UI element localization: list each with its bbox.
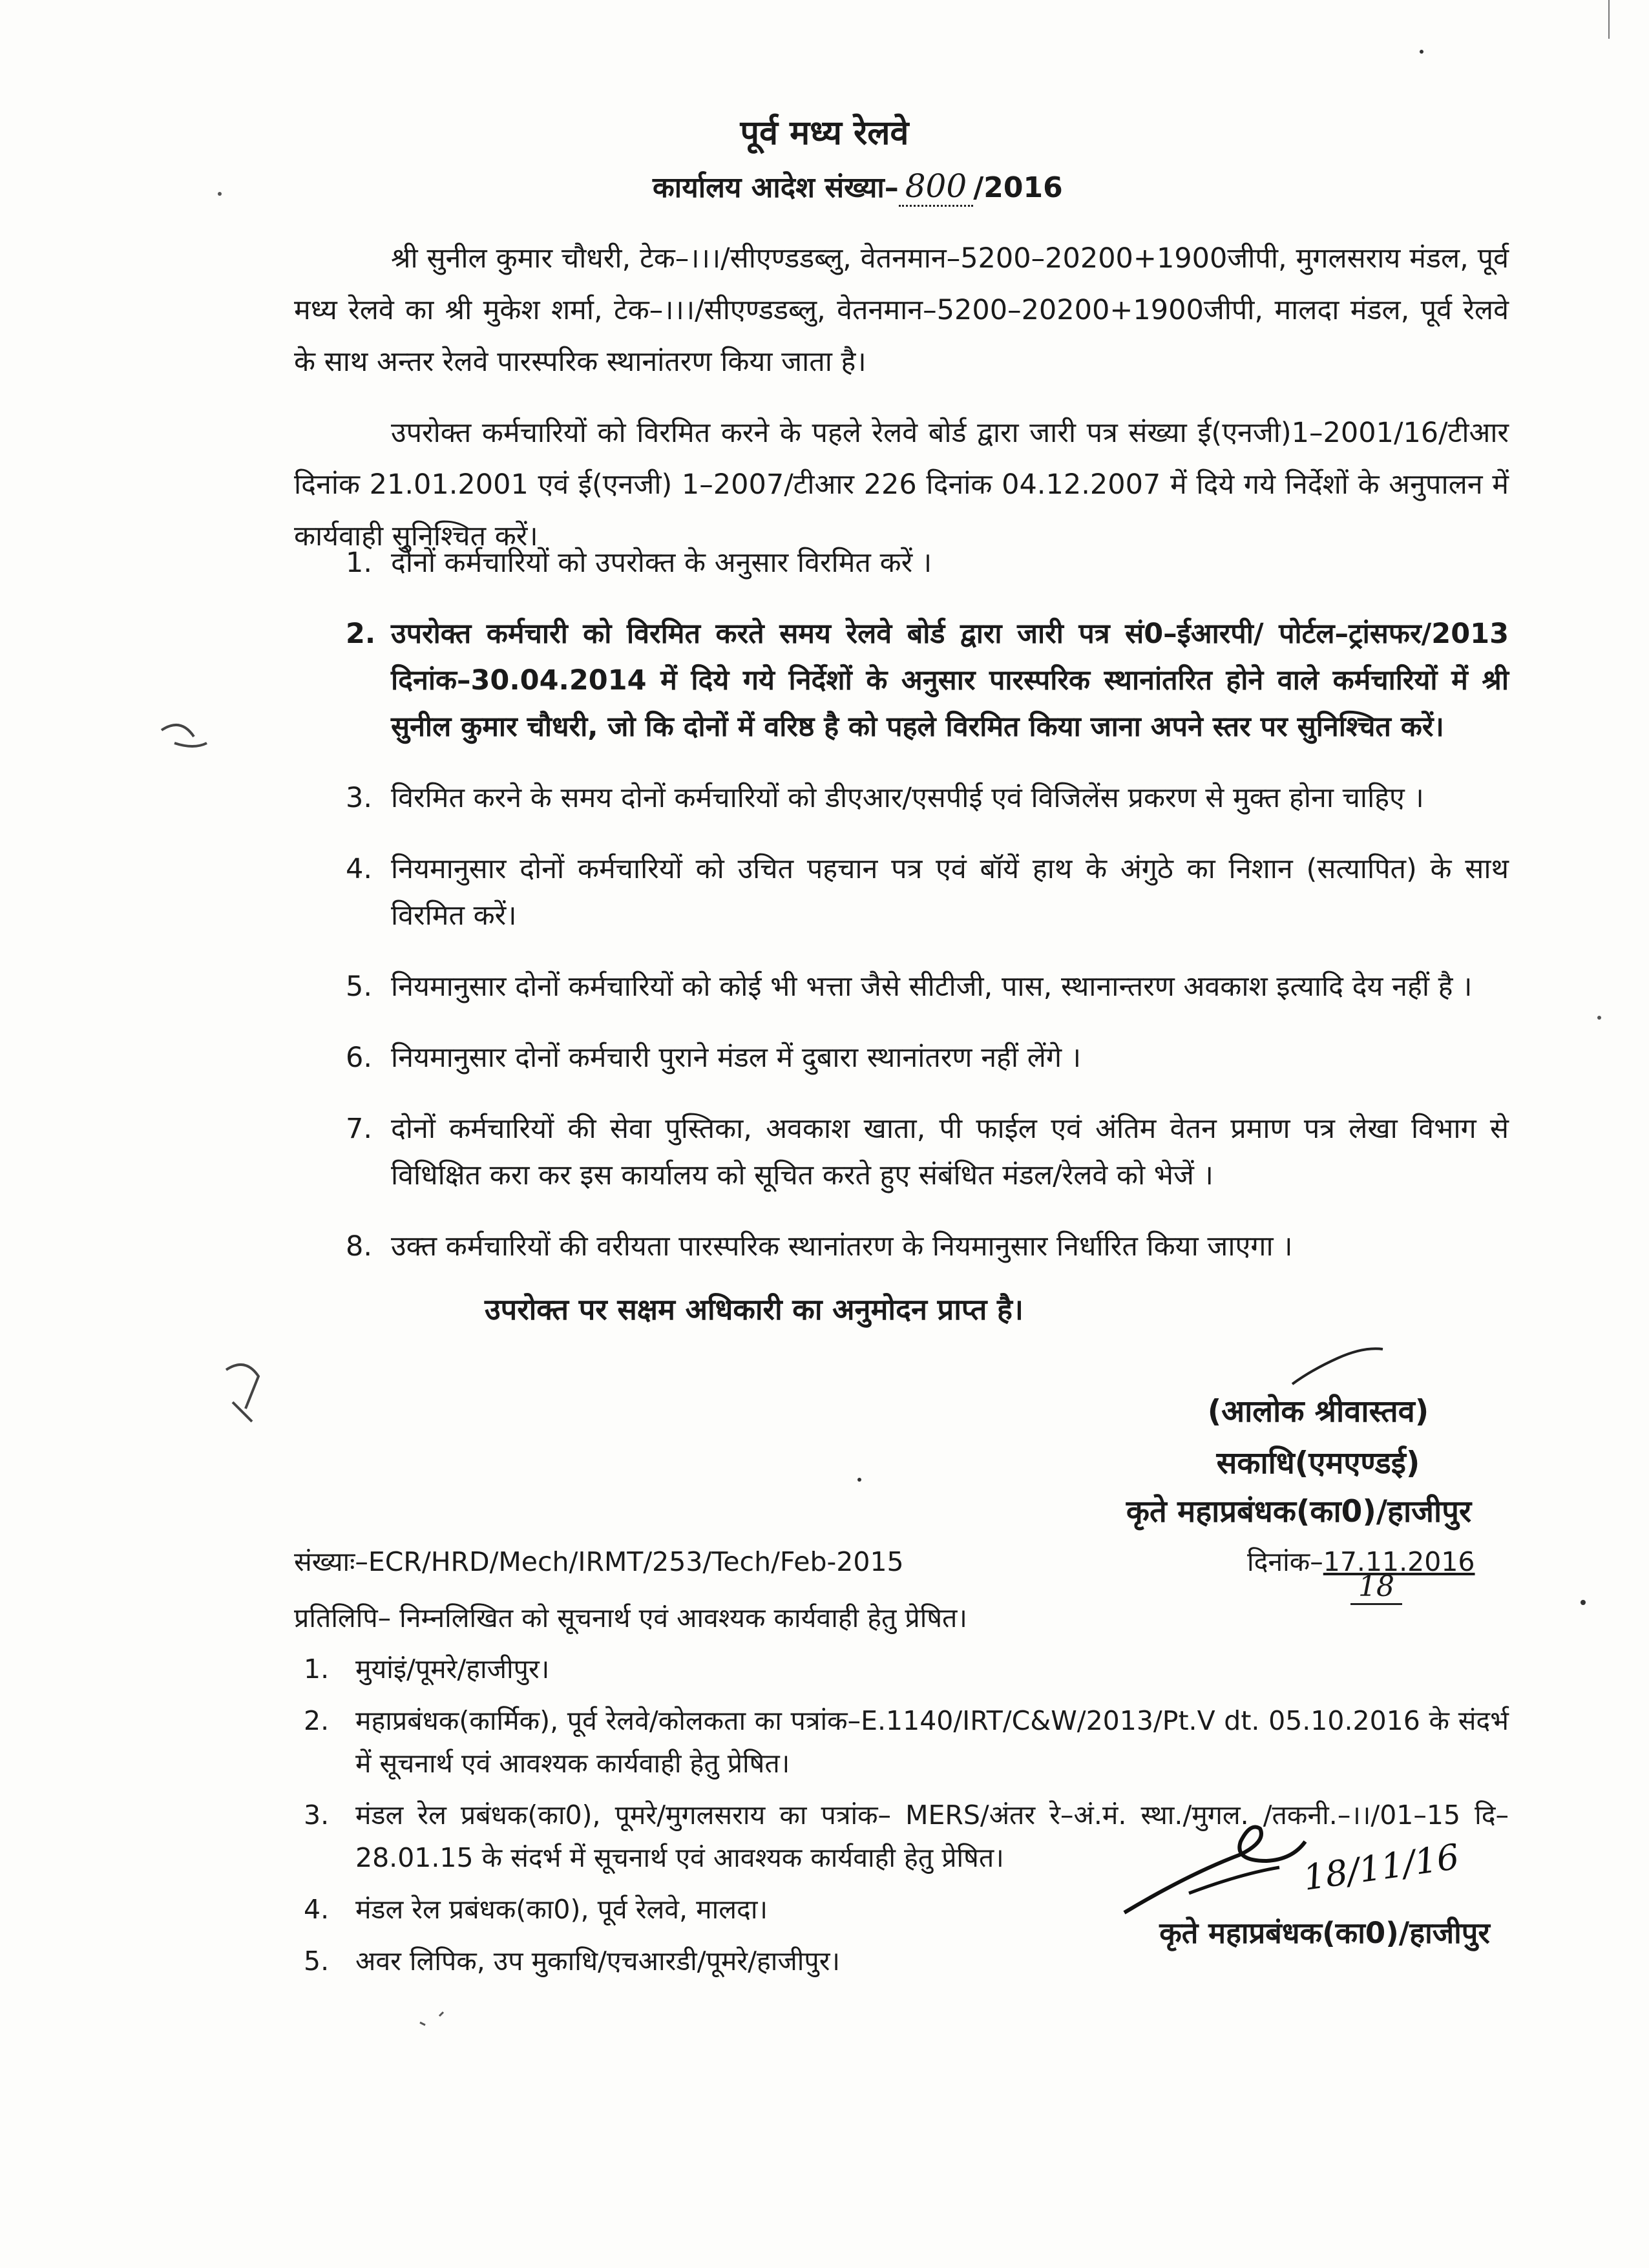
signatory-for-line: कृते महाप्रबंधक(का0)/हाजीपुर	[1126, 1494, 1472, 1529]
transfer-paragraph: श्री सुनील कुमार चौधरी, टेक–।।।/सीएण्डडब्लु, वेतनमान–5200–20200+1900जीपी, मुगलसराय मंडल, पूर्व मध्य रेलवे का श्री मुकेश शर्मा, टेक–।।।/सीएण्डडब्लु, वेतनमान–5200–20200+1900जीपी, मालदा मंडल, पूर्व रेलवे के साथ अन्तर रेलवे पारस्परिक स्थानांतरण किया जाता है।	[294, 242, 1509, 378]
instruction-item	[294, 846, 1509, 939]
item-text: उपरोक्त कर्मचारी को विरमित करते समय रेलवे बोर्ड द्वारा जारी पत्र सं0–ईआरपी/ पोर्टल–ट्रांसफर/2013 दिनांक–30.04.2014 में दिये गये निर्देशों के अनुसार पारस्परिक स्थानांतरित होने वाले कर्मचारियों में श्री सुनील कुमार चौधरी, जो कि दोनों में वरिष्ठ है को पहले विरमित किया जाना अपने स्तर पर सुनिश्चित करें।	[391, 618, 1509, 743]
copy-signatory-for-line: कृते महाप्रबंधक(का0)/हाजीपुर	[1159, 1916, 1490, 1950]
instruction-item	[294, 1034, 1509, 1081]
copy-number: 3.	[304, 1800, 330, 1831]
instruction-item	[294, 611, 1509, 750]
item-number: 4.	[346, 853, 373, 885]
instruction-item	[294, 1223, 1509, 1270]
item-text: दोनों कर्मचारियों को उपरोक्त के अनुसार विरमित करें ।	[391, 547, 932, 579]
signature-tick-mark	[1286, 1344, 1389, 1389]
copy-item	[294, 1648, 1509, 1690]
copy-text: मंडल रेल प्रबंधक(का0), पूमरे/मुगलसराय का पत्रांक– MERS/अंतर रे–अं.मं. स्था./मुगल. /तकनी.–।।/01–15 दि–28.01.15 के संदर्भ में सूचनार्थ एवं आवश्यक कार्यवाही हेतु प्रेषित।	[355, 1800, 1509, 1873]
copy-number: 4.	[304, 1894, 330, 1925]
instructions-paragraph: उपरोक्त कर्मचारियों को विरमित करने के पहले रेलवे बोर्ड द्वारा जारी पत्र संख्या ई(एनजी)1–2001/16/टीआर दिनांक 21.01.2001 एवं ई(एनजी) 1–2007/टीआर 226 दिनांक 04.12.2007 में दिये गये निर्देशों के अनुपालन में कार्यवाही सुनिश्चित करें।	[294, 417, 1509, 552]
document-title: पूर्व मध्य रेलवे	[740, 114, 909, 152]
order-prefix: कार्यालय आदेश संख्या–	[653, 171, 899, 204]
copy-text: अवर लिपिक, उप मुकाधि/एचआरडी/पूमरे/हाजीपुर।	[355, 1946, 841, 1977]
item-number: 1.	[346, 547, 373, 579]
copy-to-intro: प्रतिलिपि– निम्नलिखित को सूचनार्थ एवं आवश्यक कार्यवाही हेतु प्रेषित।	[294, 1602, 967, 1633]
copy-item	[294, 1699, 1509, 1785]
date-value: 17.11.2016	[1323, 1546, 1475, 1577]
item-text: विरमित करने के समय दोनों कर्मचारियों को डीएआर/एसपीई एवं विजिलेंस प्रकरण से मुक्त होना चाहिए ।	[391, 782, 1424, 814]
copy-text: महाप्रबंधक(कार्मिक), पूर्व रेलवे/कोलकता का पत्रांक–E.1140/IRT/C&W/2013/Pt.V dt. 05.10.2016 के संदर्भ में सूचनार्थ एवं आवश्यक कार्यवाही हेतु प्रेषित।	[355, 1705, 1509, 1779]
item-text: उक्त कर्मचारियों की वरीयता पारस्परिक स्थानांतरण के नियमानुसार निर्धारित किया जाएगा ।	[391, 1230, 1293, 1263]
order-number-line	[653, 167, 1063, 205]
instruction-item	[294, 775, 1509, 821]
instruction-item	[294, 963, 1509, 1010]
item-number: 7.	[346, 1113, 373, 1145]
approval-statement: उपरोक्त पर सक्षम अधिकारी का अनुमोदन प्राप्त है।	[485, 1292, 1024, 1327]
item-number: 5.	[346, 971, 373, 1003]
instruction-item	[294, 540, 1509, 586]
item-text: नियमानुसार दोनों कर्मचारियों को उचित पहचान पत्र एवं बॉयें हाथ के अंगुठे का निशान (सत्यापित) के साथ विरमित करें।	[391, 853, 1509, 932]
copy-number: 1.	[304, 1654, 330, 1685]
item-text: नियमानुसार दोनों कर्मचारियों को कोई भी भत्ता जैसे सीटीजी, पास, स्थानान्तरण अवकाश इत्यादि देय नहीं है ।	[391, 971, 1473, 1003]
handwritten-date-correction: 18	[1350, 1570, 1402, 1605]
item-text: नियमानुसार दोनों कर्मचारी पुराने मंडल में दुबारा स्थानांतरण नहीं लेंगे ।	[391, 1042, 1082, 1074]
item-number: 3.	[346, 782, 373, 814]
item-number: 6.	[346, 1042, 373, 1074]
order-year: /2016	[973, 171, 1063, 204]
copy-text: मुयांइं/पूमरे/हाजीपुर।	[355, 1654, 550, 1685]
item-number: 2.	[346, 618, 376, 650]
handwritten-initials	[1111, 1816, 1473, 1926]
instruction-list	[294, 540, 1509, 1294]
copy-number: 2.	[304, 1705, 330, 1736]
signatory-name: (आलोक श्रीवास्तव)	[1207, 1394, 1429, 1429]
date-label: दिनांक–	[1247, 1546, 1323, 1577]
item-number: 8.	[346, 1230, 373, 1263]
item-text: दोनों कर्मचारियों की सेवा पुस्तिका, अवकाश खाता, पी फाईल एवं अंतिम वेतन प्रमाण पत्र लेखा विभाग से विधिक्षित करा कर इस कार्यालय को सूचित करते हुए संबंधित मंडल/रेलवे को भेजें ।	[391, 1113, 1509, 1192]
svg-text:18/11/16: 18/11/16	[1301, 1836, 1462, 1898]
reference-number: संख्याः–ECR/HRD/Mech/IRMT/253/Tech/Feb-2015	[294, 1546, 904, 1577]
instruction-item	[294, 1106, 1509, 1199]
signatory-designation: सकाधि(एमएण्डई)	[1216, 1445, 1420, 1481]
order-number-handwritten: 800	[899, 167, 973, 207]
copy-text: मंडल रेल प्रबंधक(का0), पूर्व रेलवे, मालदा।	[355, 1894, 768, 1925]
copy-number: 5.	[304, 1946, 330, 1977]
